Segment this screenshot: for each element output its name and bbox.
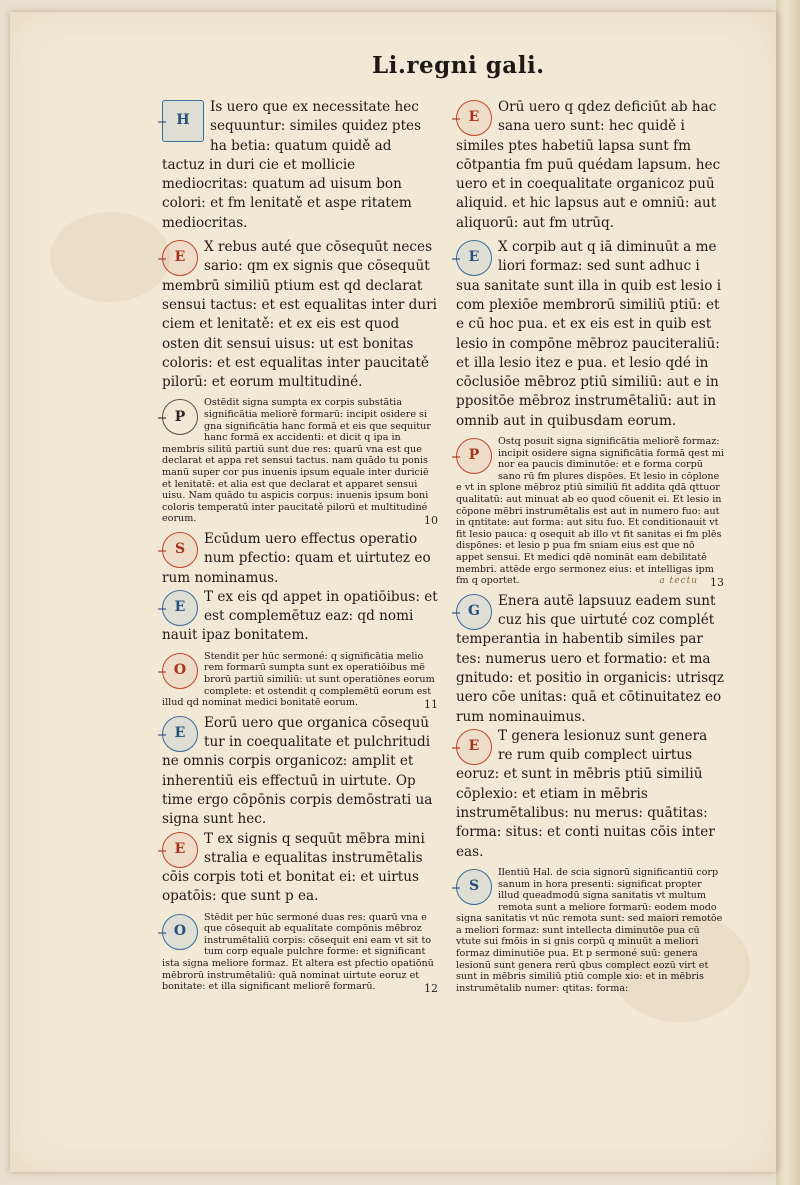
- paragraph-text: T ex eis qd appet in opatiōibus: et est complemētuz eaz: qd nomi nauit ipaz bonitatem.: [162, 588, 438, 644]
- text-paragraph: [456, 727, 724, 862]
- initial-letter-icon: E: [162, 832, 198, 868]
- running-header: Li.regni gali.: [372, 52, 545, 79]
- initial-letter-icon: O: [162, 653, 198, 689]
- paragraph-text: Eorū uero que organica cōsequū tur in coequalitate et pulchritudi ne omnis corpis organicoz: amplit et inherentiū eis effectuū in uirtute. Op time ergo cōpōnis corpis demōstrati ua signa sunt hec.: [162, 714, 433, 828]
- marginal-note: a tectu: [659, 576, 698, 587]
- paragraph-text: T genera lesionuz sunt genera re rum quib complect uirtus eoruz: et sunt in mēbris ptiū similiū cōplexio: et etiam in mēbris instrumētalibus: nu merus: quātitas: forma: situs: et conti nuitas cōis inter eas.: [456, 727, 715, 860]
- initial-letter-icon: E: [456, 100, 492, 136]
- paragraph-text: Is uero que ex necessitate hec sequuntur: similes quidez ptes ha betia: quatum quidě ad tactuz in duri cie et mollicie mediocritas: quatum ad uisum bon colori: et fm lenitatě et aspe ritatem mediocritas.: [162, 99, 422, 231]
- initial-letter-icon: E: [162, 716, 198, 752]
- text-paragraph: [162, 530, 438, 588]
- commentary-text: Stendit per hūc sermoné: q significātia melio rem formarū sumpta sunt ex operatiōibus mē brorū partiū similiū: ut sunt operatiōnes eorum complete: et ostendit q complemētū eorum est illud qd nominat medici bonitatē eorum.: [162, 650, 435, 709]
- initial-letter-icon: E: [162, 590, 198, 626]
- initial-letter-icon: G: [456, 594, 492, 630]
- text-paragraph: [162, 588, 438, 646]
- text-paragraph: [162, 238, 438, 392]
- commentary-text: Stēdit per hūc sermoné duas res: quarū vna e que cōsequit ab equalitate compōnis mēbroz instrumētaliū corpis: cōsequit eni eam vt sit to tum corp equale pulchre forme: et significant ista signa meliore formaz. Et altera est pfectio opatiōnū mēbrorū instrumētaliū: quā nominat uirtute eoruz et bonitate: et illa significant meliorě formarū.: [162, 911, 434, 993]
- initial-letter-icon: E: [162, 240, 198, 276]
- initial-letter-icon: P: [456, 438, 492, 474]
- initial-letter-icon: S: [456, 869, 492, 905]
- text-paragraph: [162, 830, 438, 907]
- section-number: 12: [424, 982, 438, 996]
- text-paragraph: [456, 592, 724, 727]
- paragraph-text: X corpib aut q iā diminuūt a me liori formaz: sed sunt adhuc i sua sanitate sunt illa in quib est lesio i com plexiōe membrorū similiū ptiū: et e cū hoc pua. et ex eis est in quib est lesio in compōne mēbroz pauciteraliū: et illa lesio itez e pua. et lesio qdé in cōclusiōe mēbroz ptiū similiū: aut e in ppositōe mēbroz instrumētaliū: aut in omnib aut in quibusdam eorum.: [456, 239, 722, 429]
- initial-letter-icon: P: [162, 399, 198, 435]
- paragraph-text: X rebus auté que cōsequūt neces sario: qm ex signis que cōsequūt membrū similiū ptium est qd declarat sensui tactus: et est equalitas inter duri ciem et lenitatě: et ex eis est quod osten dit sensui uisus: ut est bonitas coloris: et est equalitas inter paucitatě pilorū: et eorum multitudiné.: [162, 239, 437, 391]
- initial-letter-icon: O: [162, 914, 198, 950]
- page-edge: [776, 0, 800, 1185]
- paragraph-text: Ecūdum uero effectus operatio num pfectio: quam et uirtutez eo rum nominamus.: [162, 530, 431, 586]
- commentary-paragraph: [162, 650, 438, 712]
- paragraph-text: Enera autē lapsuuz eadem sunt cuz his que uirtuté coz complét temperantia in habentib similes par tes: numerus uero et formatio: et ma gnitudo: et positio in organicis: utrisqz uero cōe unitas: quā et cōtinuitatez eo rum nominauimus.: [456, 592, 724, 725]
- text-paragraph: [456, 238, 724, 431]
- commentary-text: Ostq posuit signa significātia meliorě formaz: incipit osidere signa significātia formā qest mi nor ea paucis diminutōe: et e forma corpū sano rū fm plures dispōes. Et lesio in cōplone e vt in splone mēbroz ptiū similiū fit addita qdā qttuor qualitatū: aut minuat ab eo quod cōuenit ei. Et lesio in cōpone mēbri instrumētalis est aut in numero fuo: aut in qntitate: aut forma: aut situ fuo. Et conditionauit vt fit lesio pauca: q osequit ab illo vt fit sanitas ei fm plēs dispōnes: et lesio p pua fm sniam eius est que nō appet sensui. Et medici qdē nomināt eam debilitatě membri. attēde ergo sermonez eius: et intelligas ipm fm q oportet.: [456, 436, 724, 587]
- section-number: 13: [710, 576, 724, 590]
- commentary-paragraph: [456, 867, 724, 995]
- commentary-paragraph: [162, 911, 438, 996]
- commentary-text: Ostēdit signa sumpta ex corpis substātia significātia meliorě formarū: incipit osidere si gna significātia hanc formā et eis que sequitur hanc formā ex accidenti: et dicit q ipa in membris silitū partiū sunt due res: quarū vna est que declarat et appa ret sensui tactus. nam quādo tu ponis manū super cor pus inuenis ipsum equale inter duriciē et lenitatē: et alia est que declarat et apparet sensui uisu. Nam quādo tu aspicis corpus: inuenis ipsum boni coloris temperatū inter paucitatě pilorū et multitudiné eorum.: [162, 397, 431, 525]
- section-number: 11: [424, 698, 438, 712]
- section-number: 10: [424, 514, 438, 528]
- paragraph-text: Orū uero q qdez deficiūt ab hac sana uero sunt: hec quidě i similes ptes habetiū lapsa sunt fm cōtpantia fm puū quédam lapsum. hec uero et in coequalitate organicoz puū aliquid. et hic lapsus aut e omniū: aut aliquorū: aut fm utrūq.: [456, 99, 721, 231]
- initial-letter-icon: H: [162, 100, 204, 142]
- text-paragraph: [456, 98, 724, 233]
- paper-stain: [50, 212, 170, 302]
- commentary-paragraph: [162, 397, 438, 528]
- initial-letter-icon: E: [456, 729, 492, 765]
- text-paragraph: [162, 714, 438, 830]
- left-column: [162, 98, 438, 996]
- initial-letter-icon: S: [162, 532, 198, 568]
- commentary-paragraph: [456, 436, 724, 590]
- right-column: [456, 98, 724, 994]
- commentary-text: Ilentiū Hal. de scia signorū significantiū corp sanum in hora presenti: significat propter illud queadmodū signa sanitatis vt multum remota sunt a meliore formarū: eodem modo signa sanitatis vt nūc remota sunt: sed maiori remotōe a meliori formaz: sunt intellecta diminutōe pua cū vtute sui fmōis in si gnis corpū q minuūt a meliori formaz diminutiōe pua. Et p sermoné suū: genera lesionū sunt genera rerū qbus complect eozū virt et sunt in mēbris similiū ptiū comple xio: et in mēbris instrumētalib numer: qtitas: forma:: [456, 866, 723, 994]
- text-paragraph: [162, 98, 438, 233]
- initial-letter-icon: E: [456, 240, 492, 276]
- paragraph-text: T ex signis q sequūt mēbra mini stralia e equalitas instrumētalis cōis corpis toti et bonitat ei: et uirtus opatōis: que sunt p ea.: [162, 830, 425, 905]
